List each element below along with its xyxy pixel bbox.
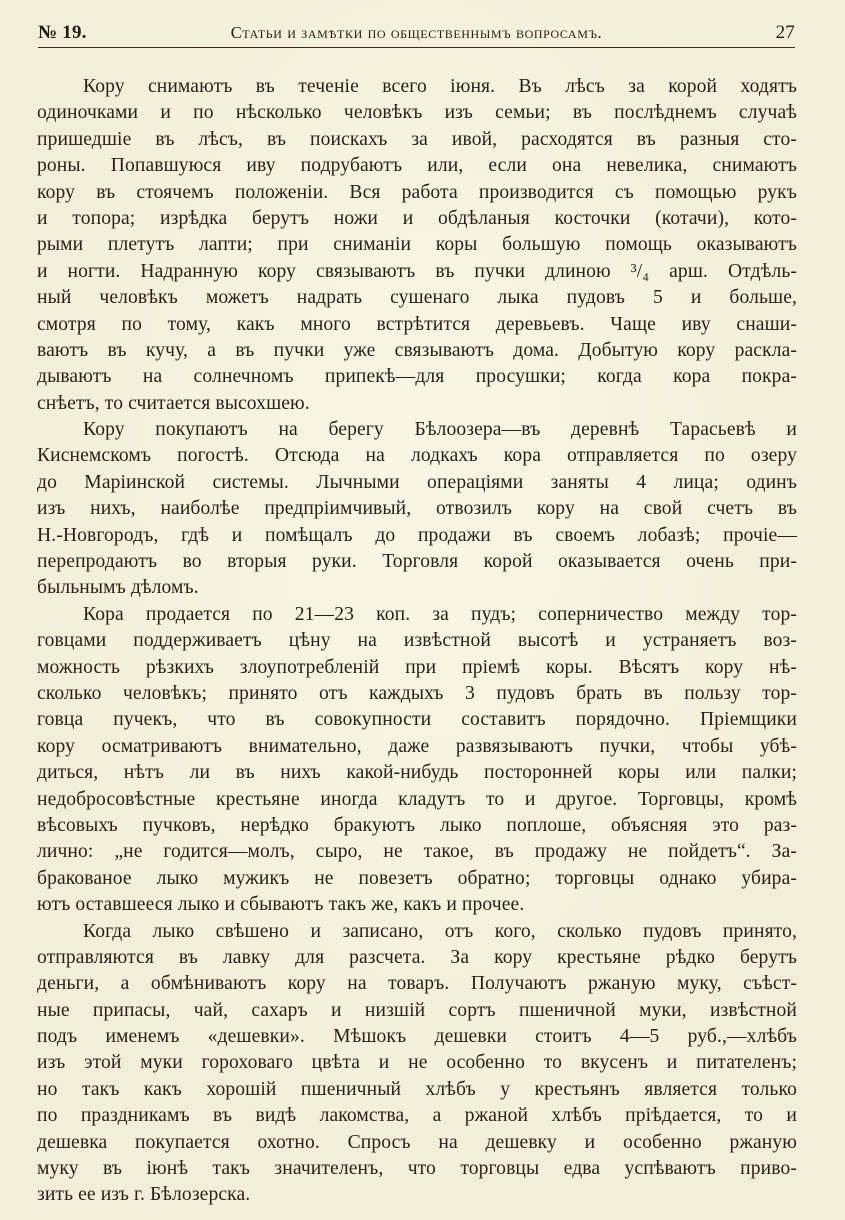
text-line: до Маріинской системы. Лычными операціями заняты 4 лица; одинъ [37,471,797,493]
paragraph [37,74,797,417]
text-line: дываютъ на солнечномъ припекѣ—для просушки; когда кора покра- [37,366,797,388]
text-line: роны. Попавшуюся иву подрубаютъ или, если она невелика, снимаютъ [37,155,797,177]
paragraph [37,417,797,602]
header-rule [38,47,795,48]
text-line: быльнымъ дѣломъ. [37,577,199,599]
text-line: ютъ оставшееся лыко и сбываютъ такъ же, какъ и прочее. [37,894,525,916]
text-line: и топора; изрѣдка берутъ ножи и обдѣланыя косточки (котачи), кото- [37,207,797,229]
text-line: муку въ іюнѣ такъ значителенъ, что торговцы едва успѣваютъ приво- [37,1158,797,1180]
text-line: одиночками и по нѣсколько человѣкъ изъ семьи; въ послѣднемъ случаѣ [37,102,797,124]
text-line: Н.-Новгородъ, гдѣ и помѣщалъ до продажи въ своемъ лобазѣ; прочіе— [37,524,797,546]
text-line: Когда лыко свѣшено и записано, отъ кого, сколько пудовъ принято, [83,920,797,942]
article-body [37,74,797,1209]
text-line: вѣсовыхъ пучковъ, нерѣдко бракуютъ лыко поплоше, объясняя это раз- [37,814,797,836]
text-line: кору осматриваютъ внимательно, даже развязываютъ пучки, чтобы убѣ- [37,735,797,757]
text-line: Кора продается по 21—23 коп. за пудъ; соперничество между тор- [83,603,797,625]
running-header [38,20,795,48]
text-line: ный человѣкъ можетъ надрать сушенаго лыка пудовъ 5 и больше, [37,287,797,309]
text-line: зить ее изъ г. Бѣлозерска. [37,1184,251,1206]
text-line: сколько человѣкъ; принято отъ каждыхъ 3 пудовъ брать въ пользу тор- [37,682,797,704]
page-number: 27 [775,22,795,43]
text-line: деньги, а обмѣниваютъ кору на товаръ. Получаютъ ржаную муку, съѣст- [37,973,797,995]
paragraph [37,602,797,919]
text-line: говцами поддерживаетъ цѣну на извѣстной высотѣ и устраняетъ воз- [37,630,797,652]
text-line: ные припасы, чай, сахаръ и низшій сортъ пшеничной муки, извѣстной [37,999,797,1021]
text-line: снѣетъ, то считается высохшею. [37,392,310,414]
text-line: изъ этой муки гороховаго цвѣта и не особенно то вкусенъ и питателенъ; [37,1052,797,1074]
text-line: Кору покупаютъ на берегу Бѣлоозера—въ деревнѣ Тарасьевѣ и [83,419,797,441]
text-line: ваютъ въ кучу, а въ пучки уже связываютъ дома. Добытую кору раскла- [37,339,797,361]
text-line: но такъ какъ хорошій пшеничный хлѣбъ у крестьянъ является только [37,1078,797,1100]
text-line: изъ нихъ, наиболѣе предпріимчивый, отвозилъ кору на свой счетъ въ [37,498,797,520]
text-line: пришедшіе въ лѣсъ, въ поискахъ за ивой, расходятся въ разныя сто- [37,128,797,150]
issue-number: № 19. [38,22,87,43]
text-line: говца пучекъ, что въ совокупности составитъ порядочно. Пріемщики [37,709,797,731]
text-line: отправляются въ лавку для разсчета. За кору крестьяне рѣдко берутъ [37,946,797,968]
paragraph [37,919,797,1209]
text-line: можность рѣзкихъ злоупотребленій при пріемѣ коры. Вѣсятъ кору нѣ- [37,656,797,678]
text-line: дешевка покупается охотно. Спросъ на дешевку и особенно ржаную [37,1131,797,1153]
text-line: лично: „не годится—молъ, сыро, не такое, въ продажу не пойдетъ“. За- [37,841,797,863]
text-line: подъ именемъ «дешевки». Мѣшокъ дешевки стоитъ 4—5 руб.,—хлѣбъ [37,1026,797,1048]
text-line: Киснемскомъ погостѣ. Отсюда на лодкахъ кора отправляется по озеру [37,445,797,467]
text-line: бракованое лыко мужикъ не повезетъ обратно; торговцы однако убира- [37,867,797,889]
text-line: кору въ стоячемъ положеніи. Вся работа производится съ помощью рукъ [37,181,797,203]
text-line: рыми плетутъ лапти; при сниманіи коры большую помощь оказываютъ [37,234,797,256]
text-line: и ногти. Надранную кору связываютъ въ пучки длиною ³/₄ арш. Отдѣль- [37,260,797,282]
text-line: Кору снимаютъ въ теченіе всего іюня. Въ лѣсъ за корой ходятъ [83,76,797,97]
text-line: недобросовѣстные крестьяне иногда кладутъ то и другое. Торговцы, кромѣ [37,788,797,810]
section-title: Статьи и замѣтки по общественнымъ вопросамъ. [230,23,603,42]
text-line: перепродаютъ во вторыя руки. Торговля корой оказывается очень при- [37,551,797,573]
text-line: смотря по тому, какъ много встрѣтится деревьевъ. Чаще иву снаши- [37,313,797,335]
text-line: диться, нѣтъ ли въ нихъ какой-нибудь посторонней коры или палки; [37,762,797,784]
text-line: по праздникамъ въ видѣ лакомства, а ржаной хлѣбъ пріѣдается, то и [37,1105,797,1127]
